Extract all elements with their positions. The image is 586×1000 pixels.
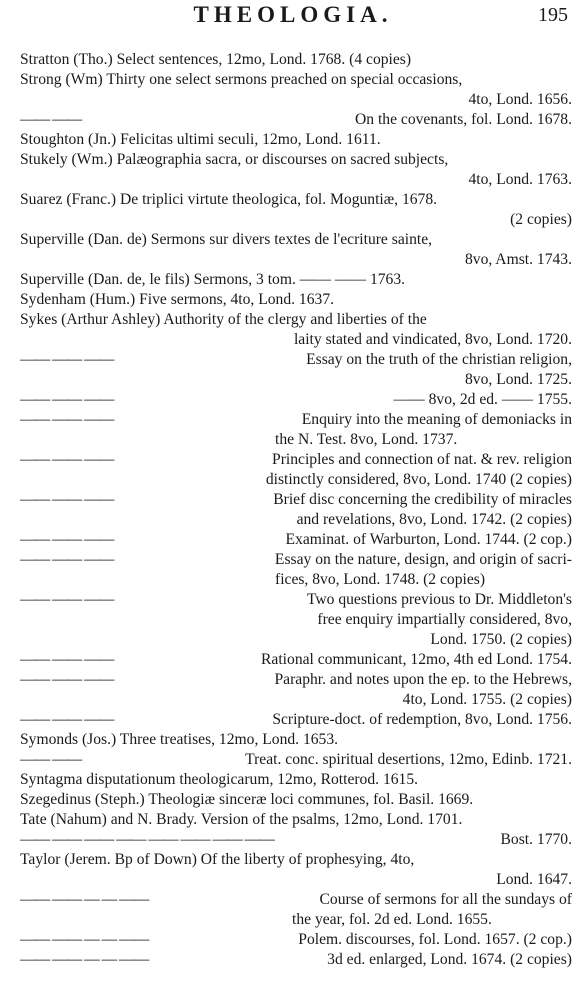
entry-text: Lond. 1750. (2 copies): [430, 631, 572, 648]
entry-text: Rational communicant, 12mo, 4th ed Lond. 1754.: [261, 651, 572, 668]
entry-line: [20, 430, 572, 450]
ditto-dashes: —— —— — — ——: [20, 951, 149, 968]
entry-text: On the covenants, fol. Lond. 1678.: [355, 111, 572, 128]
entry-text: Stoughton (Jn.) Felicitas ultimi seculi, 12mo, Lond. 1611.: [20, 131, 381, 148]
entry-text: Paraphr. and notes upon the ep. to the Hebrews,: [274, 671, 572, 688]
entry-text: Strong (Wm) Thirty one select sermons preached on special occasions,: [20, 71, 463, 88]
ditto-dashes: —— —— ——: [20, 451, 114, 468]
entry-text: 3d ed. enlarged, Lond. 1674. (2 copies): [327, 951, 572, 968]
entry-text: Stukely (Wm.) Palæographia sacra, or discourses on sacred subjects,: [20, 151, 449, 168]
entry-line: [20, 650, 572, 670]
entry-text: Examinat. of Warburton, Lond. 1744. (2 cop.): [285, 531, 572, 548]
entry-line: [20, 750, 572, 770]
entry-line: [20, 450, 572, 470]
ditto-dashes: —— —— ——: [20, 491, 114, 508]
entry-text: Essay on the truth of the christian religion,: [306, 351, 572, 368]
ditto-dashes: —— —— ——: [20, 711, 114, 728]
entry-text: Brief disc concerning the credibility of miracles: [273, 491, 572, 508]
entry-text: Stratton (Tho.) Select sentences, 12mo, Lond. 1768. (4 copies): [20, 51, 412, 68]
ditto-dashes: —— ——: [20, 751, 82, 768]
entry-text: Polem. discourses, fol. Lond. 1657. (2 cop.): [298, 931, 572, 948]
ditto-dashes: —— —— ——: [20, 671, 114, 688]
entry-text: Enquiry into the meaning of demoniacks in: [301, 411, 572, 428]
entry-line: [20, 270, 572, 290]
entry-text: —— 8vo, 2d ed. —— 1755.: [393, 391, 572, 408]
ditto-dashes: —— —— — — ——: [20, 931, 149, 948]
entry-text: 8vo, Lond. 1725.: [465, 371, 572, 388]
entry-text: Two questions previous to Dr. Middleton's: [306, 591, 572, 608]
page-header: [0, 0, 586, 30]
entry-text: Sydenham (Hum.) Five sermons, 4to, Lond. 1637.: [20, 291, 335, 308]
entry-text: Taylor (Jerem. Bp of Down) Of the liberty of prophesying, 4to,: [20, 851, 415, 868]
entry-text: laity stated and vindicated, 8vo, Lond. 1720.: [293, 331, 572, 348]
entry-line: [20, 810, 572, 830]
entry-line: [20, 470, 572, 490]
entry-line: [20, 490, 572, 510]
ditto-dashes: —— —— ——: [20, 651, 114, 668]
entry-line: [20, 350, 572, 370]
ditto-dashes: —— —— ——: [20, 411, 114, 428]
entry-line: [20, 390, 572, 410]
entry-text: Principles and connection of nat. & rev. religion: [272, 451, 572, 468]
entry-line: [20, 110, 572, 130]
entry-text: Suarez (Franc.) De triplici virtute theologica, fol. Moguntiæ, 1678.: [20, 191, 438, 208]
ditto-dashes: —— —— ——: [20, 531, 114, 548]
entry-line: [20, 910, 572, 930]
entry-text: 4to, Lond. 1656.: [468, 91, 572, 108]
ditto-dashes: —— —— ——: [20, 551, 114, 568]
entry-line: [20, 730, 572, 750]
ditto-dashes: —— —— —— —— —— —— —— ——: [20, 831, 274, 848]
entry-line: [20, 190, 572, 210]
entry-text: Sykes (Arthur Ashley) Authority of the clergy and liberties of the: [20, 311, 427, 328]
entry-line: [20, 930, 572, 950]
entry-line: [20, 210, 572, 230]
entry-line: [20, 670, 572, 690]
entry-line: [20, 790, 572, 810]
running-title: THEOLOGIA.: [193, 2, 393, 27]
entry-line: [20, 290, 572, 310]
entry-text: Tate (Nahum) and N. Brady. Version of the psalms, 12mo, Lond. 1701.: [20, 811, 463, 828]
entry-line: [20, 570, 572, 590]
entry-text: distinctly considered, 8vo, Lond. 1740 (2 copies): [265, 471, 572, 488]
ditto-dashes: —— —— ——: [20, 391, 114, 408]
entry-text: Szegedinus (Steph.) Theologiæ sinceræ loci communes, fol. Basil. 1669.: [20, 791, 474, 808]
entry-line: [20, 510, 572, 530]
entry-line: [20, 770, 572, 790]
entry-line: [20, 230, 572, 250]
entry-line: [20, 250, 572, 270]
entry-text: (2 copies): [510, 211, 572, 228]
entry-text: Syntagma disputationum theologicarum, 12mo, Rotterod. 1615.: [20, 771, 419, 788]
entry-line: [20, 550, 572, 570]
entry-text: Essay on the nature, design, and origin of sacri-: [274, 551, 572, 568]
entry-text: 8vo, Amst. 1743.: [464, 251, 572, 268]
entry-line: [20, 90, 572, 110]
ditto-dashes: —— —— ——: [20, 591, 114, 608]
entry-line: [20, 50, 572, 70]
entry-line: [20, 890, 572, 910]
entry-line: [20, 330, 572, 350]
entry-text: free enquiry impartially considered, 8vo,: [317, 611, 572, 628]
entry-text: the N. Test. 8vo, Lond. 1737.: [275, 431, 458, 448]
entry-text: Bost. 1770.: [500, 831, 572, 848]
entry-line: [20, 590, 572, 610]
entry-line: [20, 70, 572, 90]
entry-line: [20, 710, 572, 730]
entry-text: 4to, Lond. 1755. (2 copies): [402, 691, 572, 708]
entry-line: [20, 410, 572, 430]
ditto-dashes: —— —— — — ——: [20, 891, 149, 908]
entry-text: Course of sermons for all the sundays of: [319, 891, 572, 908]
page-number: 195: [538, 4, 568, 26]
entry-line: [20, 850, 572, 870]
ditto-dashes: —— —— ——: [20, 351, 114, 368]
entry-text: Lond. 1647.: [496, 871, 572, 888]
entry-text: and revelations, 8vo, Lond. 1742. (2 copies): [296, 511, 572, 528]
entry-line: [20, 310, 572, 330]
entry-text: Treat. conc. spiritual desertions, 12mo, Edinb. 1721.: [245, 751, 572, 768]
entry-text: Symonds (Jos.) Three treatises, 12mo, Lond. 1653.: [20, 731, 339, 748]
entry-line: [20, 610, 572, 630]
entry-line: [20, 630, 572, 650]
entry-text: fices, 8vo, Lond. 1748. (2 copies): [275, 571, 486, 588]
entry-text: 4to, Lond. 1763.: [468, 171, 572, 188]
entry-line: [20, 690, 572, 710]
entry-text: Superville (Dan. de, le fils) Sermons, 3 tom. —— —— 1763.: [20, 271, 406, 288]
entry-line: [20, 950, 572, 970]
entry-line: [20, 150, 572, 170]
entry-text: Scripture-doct. of redemption, 8vo, Lond. 1756.: [272, 711, 572, 728]
entry-line: [20, 530, 572, 550]
ditto-dashes: —— ——: [20, 111, 82, 128]
entry-line: [20, 170, 572, 190]
entry-line: [20, 830, 572, 850]
entry-text: the year, fol. 2d ed. Lond. 1655.: [292, 911, 492, 928]
entry-text: Superville (Dan. de) Sermons sur divers textes de l'ecriture sainte,: [20, 231, 433, 248]
entry-line: [20, 370, 572, 390]
entry-line: [20, 870, 572, 890]
entry-line: [20, 130, 572, 150]
